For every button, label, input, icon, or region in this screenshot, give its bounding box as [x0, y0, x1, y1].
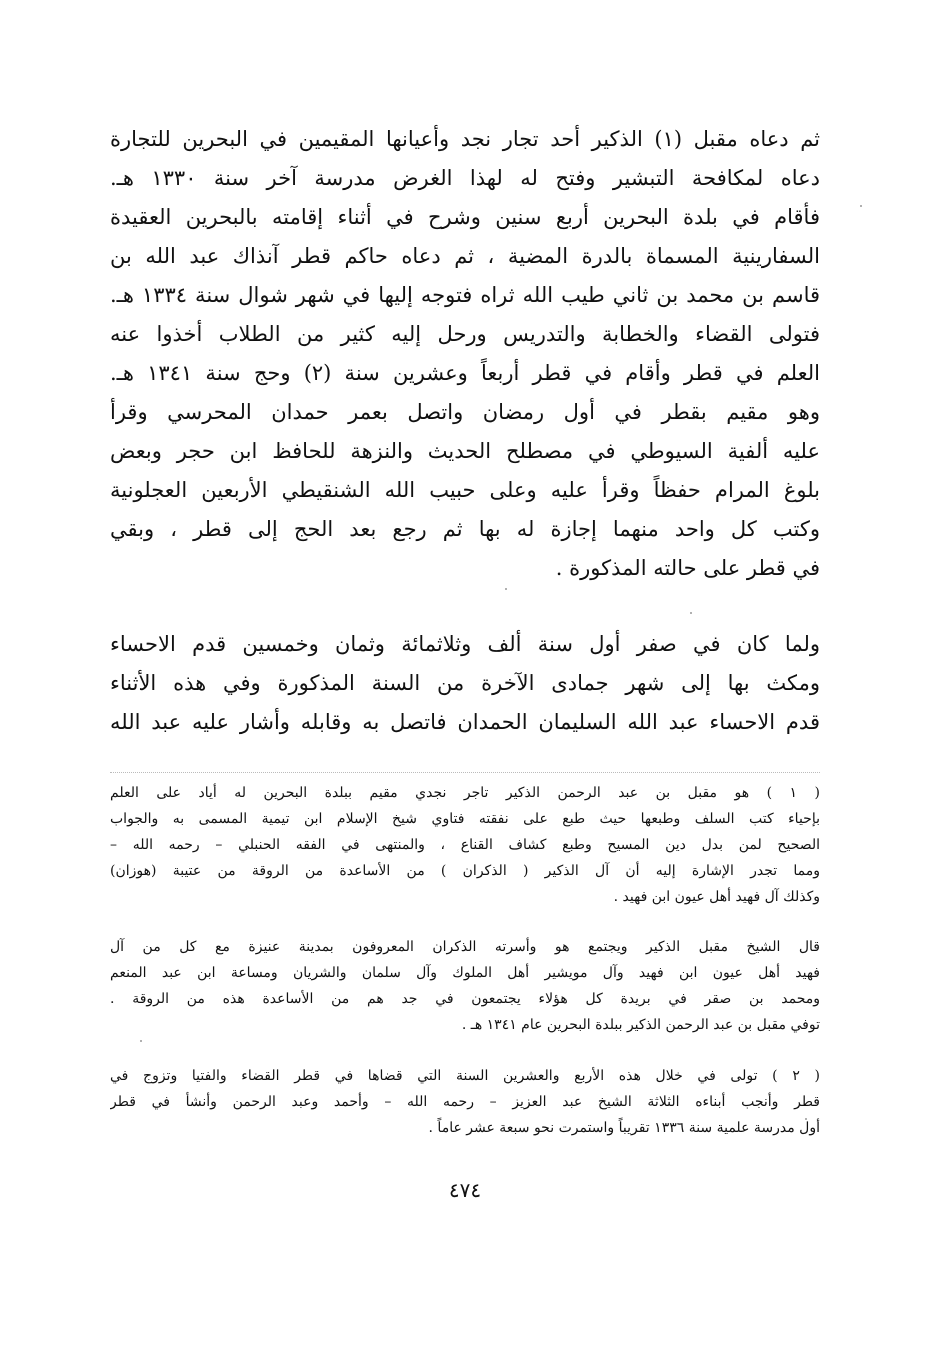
- paragraph-1: [110, 120, 820, 588]
- footnote-2: [110, 1063, 820, 1141]
- page-number: ٤٧٤: [448, 1178, 482, 1202]
- text-line: ثم دعاه مقبل (١) الذكير أحد تجار نجد وأعيانها المقيمين في البحرين للتجارة: [110, 127, 820, 151]
- footnote-line: قال الشيخ مقبل الذكير ويجتمع هو وأسرته الذكران المعروفون بمدينة عنيزة مع كل من آل: [110, 939, 820, 955]
- footnote-line: أول مدرسة علمية سنة ١٣٣٦ تقريباً واستمرت نحو سبعة عشر عاماً .: [428, 1120, 820, 1136]
- paragraph-2: [110, 625, 820, 742]
- scan-speck: [690, 612, 692, 614]
- scan-speck: [140, 1040, 142, 1042]
- footnote-line: ومحمد بن صقر في بريدة كل هؤلاء يجتمعون في جد هم من الأساعدة هذه من الروقة .: [110, 991, 820, 1007]
- text-line: السفارينية المسماة بالدرة المضية ، ثم دعاه حاكم قطر آنذاك عبد الله بن: [110, 244, 820, 268]
- text-line: فتولى القضاء والخطابة والتدريس ورحل إليه كثير من الطلاب أخذوا عنه: [110, 322, 820, 346]
- scan-speck: [505, 588, 507, 590]
- text-line: العلم في قطر وأقام في قطر أربعاً وعشرين سنة (٢) وحج سنة ١٣٤١ هـ.: [110, 361, 820, 385]
- text-line: ومكث بها إلى شهر جمادى الآخرة من السنة المذكورة وفي هذه الأثناء: [110, 671, 820, 695]
- text-line: وكتب كل واحد منهما إجازة له بها ثم رجع بعد الحج إلى قطر ، وبقي: [110, 517, 820, 541]
- text-line: فأقام في بلدة البحرين أربع سنين وشرح في أثناء إقامته بالبحرين العقيدة: [110, 205, 820, 229]
- footnote-line: قطر وأنجب أبناءه الثلاثة الشيخ عبد العزيز – رحمه الله – وأحمد وعبد الرحمن وأنشأ في قطر: [110, 1094, 820, 1110]
- footnote-line: بإحياء كتب السلف وطبعها حيث طبع على نفقته فتاوي شيخ الإسلام ابن تيمية المسمى به والجواب: [110, 811, 820, 827]
- footnote-line: ( ١ ) هو مقبل بن عبد الرحمن الذكير تاجر نجدي مقيم ببلدة البحرين له أياد على العلم: [110, 785, 820, 801]
- footnote-line: ومما تجدر الإشارة إليه أن آل الذكير ( الذكران ) من الأساعدة من الروقة من عتيبة (هوزان): [110, 863, 820, 879]
- footnote-line: فهيد أهل عيون ابن فهيد وآل مويشير أهل الملوك وآل سلمان والشريان ومساعة ابن عبد المنعم: [110, 965, 820, 981]
- footnote-line: توفي مقبل بن عبد الرحمن الذكير ببلدة البحرين عام ١٣٤١ هـ .: [461, 1017, 820, 1033]
- footnote-line: وكذلك آل فهيد أهل عيون ابن فهيد .: [613, 889, 820, 905]
- text-line: قاسم بن محمد بن ثاني طيب الله ثراه فتوجه إليها في شهر شوال سنة ١٣٣٤ هـ.: [110, 283, 820, 307]
- scan-speck: [805, 1118, 807, 1120]
- scan-speck: [860, 205, 862, 207]
- text-line: وهو مقيم بقطر في أول رمضان واتصل بعمر حمدان المحرسي وقرأ: [110, 400, 820, 424]
- text-line: عليه ألفية السيوطي في مصطلح الحديث والنزهة للحافظ ابن حجر وبعض: [110, 439, 820, 463]
- footnote-1: [110, 780, 820, 910]
- footnote-1-continued: [110, 934, 820, 1038]
- footnote-line: ( ٢ ) تولى في خلال هذه الأربع والعشرين السنة التي قضاها في قطر القضاء والفتيا وتزوج في: [110, 1068, 820, 1084]
- text-line: ولما كان في صفر أول سنة ألف وثلاثمائة وثمان وخمسين قدم الاحساء: [110, 632, 820, 656]
- text-line: في قطر على حالته المذكورة .: [555, 556, 820, 580]
- footnote-divider: [110, 772, 820, 773]
- text-line: بلوغ المرام حفظاً وقرأ عليه وعلى حبيب الله الشنقيطي الأربعين العجلونية: [110, 478, 820, 502]
- text-line: قدم الاحساء عبد الله السليمان الحمدان فاتصل به وقابله وأشار عليه عبد الله: [110, 710, 820, 734]
- footnote-line: الصحيح لمن بدل دين المسيح وطبع كشاف القناع ، والمنتهى في الفقه الحنبلي – رحمه الله –: [110, 837, 820, 853]
- text-line: دعاه لمكافحة التبشير وفتح له لهذا الغرض مدرسة آخر سنة ١٣٣٠ هـ.: [110, 166, 820, 190]
